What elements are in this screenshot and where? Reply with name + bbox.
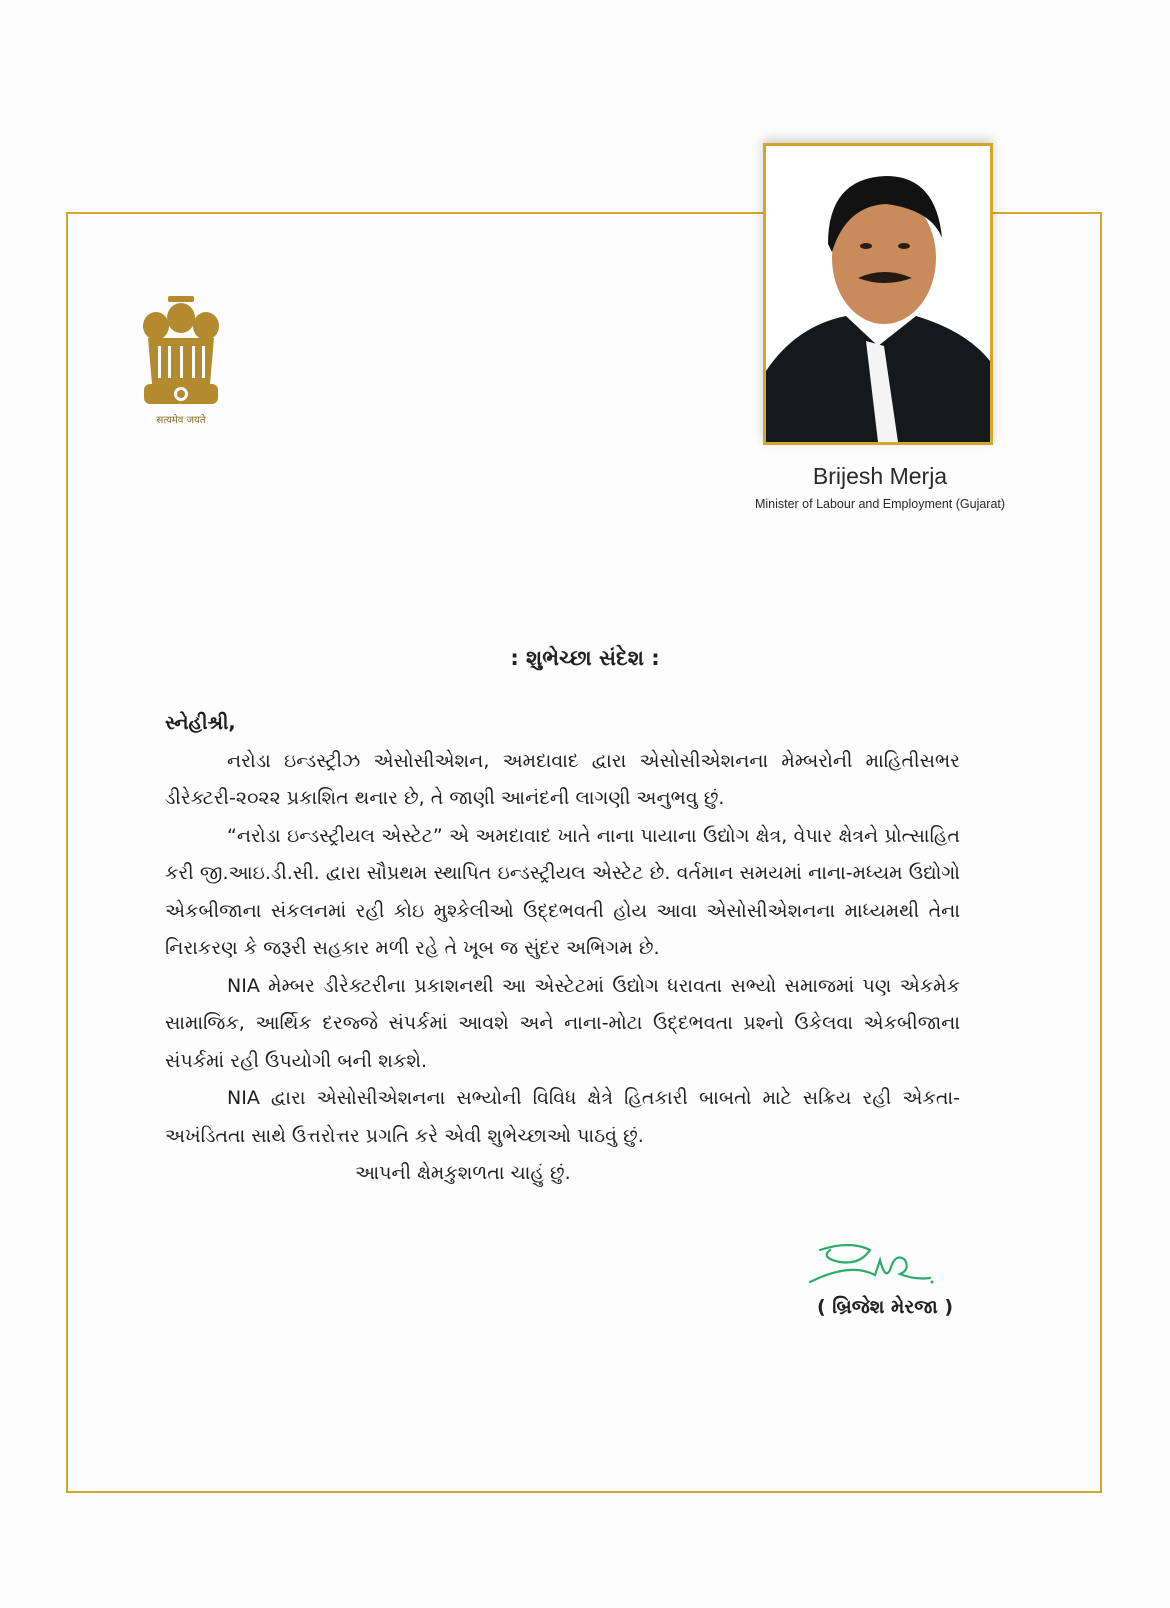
- letter-title: : શુભેચ્છા સંદેશ :: [510, 646, 660, 670]
- signer-name: ( બ્રિજેશ મેરજા ): [816, 1296, 954, 1318]
- signature-icon: [800, 1240, 940, 1290]
- profile-name: Brijesh Merja: [812, 463, 948, 489]
- letter-salutation: સ્નેહીશ્રી,: [165, 712, 236, 734]
- ashoka-emblem-icon: [138, 292, 224, 428]
- letter-paragraph: NIA દ્વારા એસોસીએશનના સભ્યોની વિવિધ ક્ષેત્રે હિતકારી બાબતો માટે સક્રિય રહી એકતા-અખંડિતતા સાથે ઉત્તરોત્તર પ્રગતિ કરે એવી શુભેચ્છાઓ પાઠવું છું.: [165, 1087, 960, 1147]
- emblem-motto: सत्यमेव जयते: [156, 415, 206, 426]
- profile-role: Minister of Labour and Employment (Gujarat): [754, 497, 1006, 511]
- letter-paragraph: “નરોડા ઇન્ડસ્ટ્રીયલ એસ્ટેટ” એ અમદાવાદ ખાતે નાના પાયાના ઉદ્યોગ ક્ષેત્ર, વેપાર ક્ષેત્રને પ્રોત્સાહિત કરી જી.આઇ.ડી.સી. દ્વારા સૌપ્રથમ સ્થાપિત ઇન્ડસ્ટ્રીયલ એસ્ટેટ છે. વર્તમાન સમયમાં નાના-મધ્યમ ઉદ્યોગો એકબીજાના સંકલનમાં રહી કોઇ મુશ્કેલીઓ ઉદ્દભવતી હોય આવા એસોસીએશનના માધ્યમથી તેના નિરાકરણ કે જરૂરી સહકાર મળી રહે તે ખૂબ જ સુંદર અભિગમ છે.: [165, 824, 960, 959]
- letter-body: [165, 705, 960, 1193]
- letter-paragraph: NIA મેમ્બર ડીરેક્ટરીના પ્રકાશનથી આ એસ્ટેટમાં ઉદ્યોગ ધરાવતા સભ્યો સમાજમાં પણ એકમેક સામાજિક, આર્થિક દરજ્જે સંપર્કમાં આવશે અને નાના-મોટા ઉદ્દભવતા પ્રશ્નો ઉકેલવા એકબીજાના સંપર્કમાં રહી ઉપયોગી બની શકશે.: [165, 974, 960, 1072]
- minister-photo: [763, 143, 993, 445]
- letter-paragraph: નરોડા ઇન્ડસ્ટ્રીઝ એસોસીએશન, અમદાવાદ દ્વારા એસોસીએશનના મેમ્બરોની માહિતીસભર ડીરેક્ટરી-૨૦૨૨ પ્રકાશિત થનાર છે, તે જાણી આનંદની લાગણી અનુભવુ છું.: [165, 749, 960, 809]
- letter-closing: આપની ક્ષેમકુશળતા ચાહું છું.: [355, 1162, 571, 1184]
